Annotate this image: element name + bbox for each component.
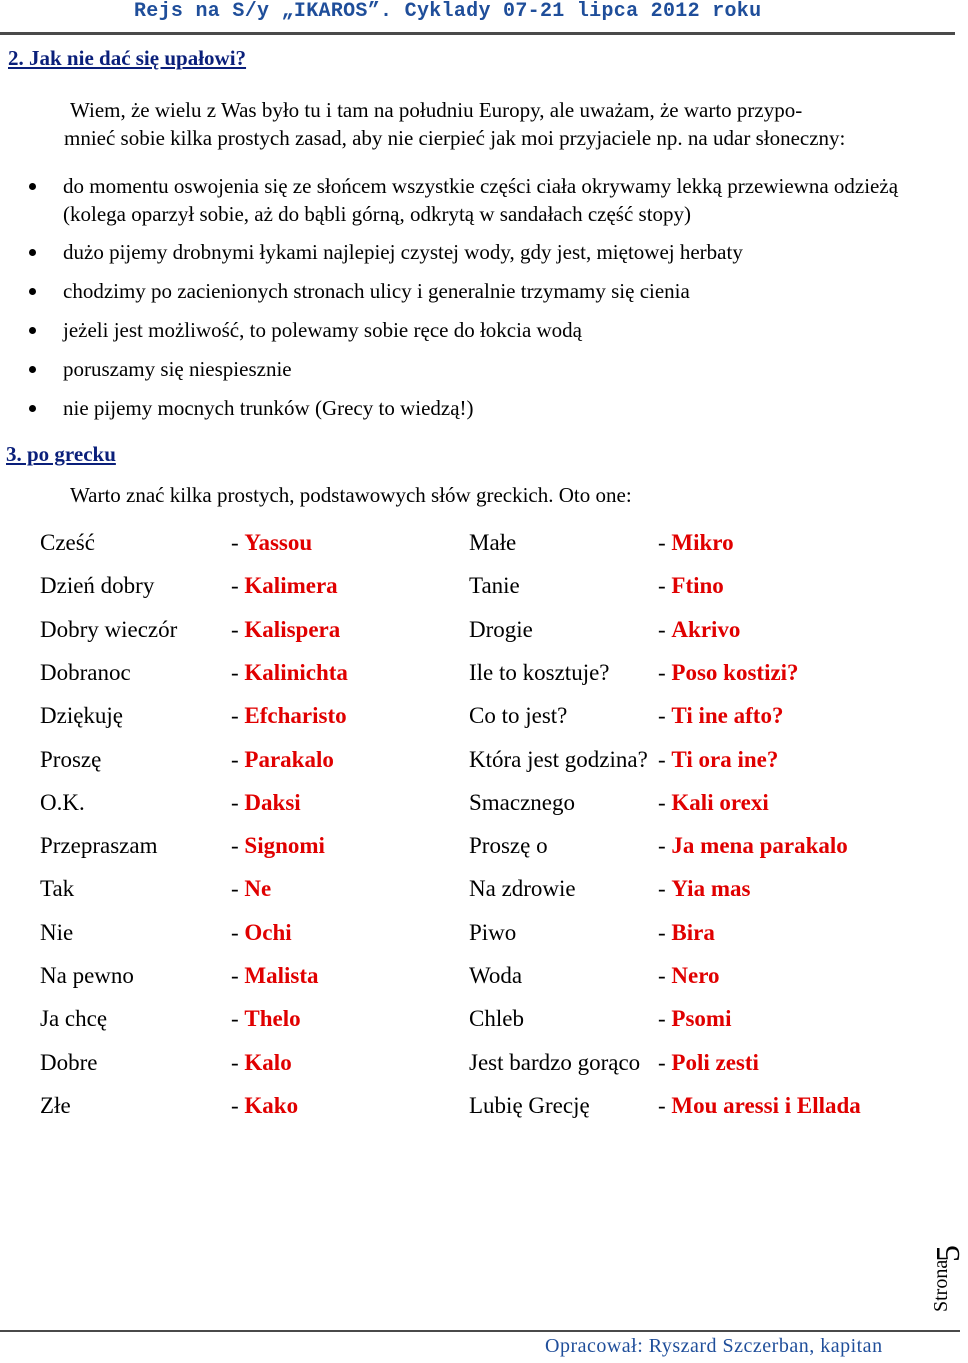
page-number: 5 [930, 1245, 967, 1262]
vocab-row [0, 920, 960, 960]
greek-term: - Ochi [231, 920, 292, 945]
greek-term-word: Kalo [244, 1050, 292, 1075]
vocab-row [0, 573, 960, 613]
greek-term-word: Parakalo [244, 747, 334, 772]
greek-term: - Daksi [231, 790, 301, 815]
section-2-heading: 2. Jak nie dać się upałowi? [8, 46, 247, 70]
bullet-icon [29, 249, 36, 256]
polish-term: Proszę o [469, 833, 548, 858]
section-2-intro-line-1: Wiem, że wielu z Was było tu i tam na południu Europy, ale uważam, że warto przypo- [70, 98, 803, 122]
greek-term-word: Bira [671, 920, 715, 945]
bullet-icon [29, 366, 36, 373]
polish-term: Dobry wieczór [40, 617, 178, 642]
bullet-icon [29, 288, 36, 295]
polish-term: Dzień dobry [40, 573, 155, 598]
section-2-intro-line-2: mnieć sobie kilka prostych zasad, aby nie cierpieć jak moi przyjaciele np. na udar słoneczny: [64, 126, 846, 150]
greek-term: - Parakalo [231, 747, 334, 772]
polish-term: Nie [40, 920, 74, 945]
vocab-row [0, 1093, 960, 1133]
polish-term: Cześć [40, 530, 95, 555]
polish-term: Przepraszam [40, 833, 158, 858]
list-item-text: do momentu oswojenia się ze słońcem wszystkie części ciała okrywamy lekką przewiewna odzieżą (kolega oparzył sobie, aż do bąbli górną, odkrytą w sandałach część stopy) [63, 174, 899, 226]
greek-term: - Kalo [231, 1050, 292, 1075]
greek-term: - Yassou [231, 530, 313, 555]
footer-author: Opracował: Ryszard Szczerban, kapitan [545, 1335, 883, 1357]
polish-term: Proszę [40, 747, 102, 772]
vocab-row [0, 703, 960, 743]
greek-term: - Ti ora ine? [658, 747, 779, 772]
greek-term: - Thelo [231, 1006, 301, 1031]
polish-term: Tak [40, 876, 75, 901]
greek-term: - Signomi [231, 833, 325, 858]
vocab-row [0, 963, 960, 1003]
footer-divider [0, 1330, 960, 1332]
greek-term: - Mikro [658, 530, 734, 555]
header-divider [0, 32, 955, 35]
greek-term-word: Ja mena parakalo [671, 833, 848, 858]
greek-term: - Malista [231, 963, 319, 988]
greek-term: - Ne [231, 876, 272, 901]
polish-term: Piwo [469, 920, 517, 945]
greek-term-word: Ti ora ine? [671, 747, 779, 772]
bullet-icon [29, 327, 36, 334]
greek-term: - Ja mena parakalo [658, 833, 848, 858]
greek-term: - Nero [658, 963, 720, 988]
vocab-row [0, 876, 960, 916]
polish-term: O.K. [40, 790, 85, 815]
polish-term: Jest bardzo gorąco [469, 1050, 641, 1075]
greek-term-word: Signomi [244, 833, 325, 858]
greek-term: - Kalinichta [231, 660, 348, 685]
vocab-row [0, 1006, 960, 1046]
greek-term: - Bira [658, 920, 715, 945]
greek-term-word: Efcharisto [244, 703, 347, 728]
greek-term: - Kalispera [231, 617, 341, 642]
greek-term-word: Poso kostizi? [671, 660, 799, 685]
greek-term-word: Thelo [244, 1006, 301, 1031]
greek-term-word: Kalimera [244, 573, 338, 598]
greek-term-word: Malista [244, 963, 319, 988]
greek-term-word: Mikro [671, 530, 734, 555]
vocab-row [0, 617, 960, 657]
polish-term: Ja chcę [40, 1006, 108, 1031]
vocab-row [0, 747, 960, 787]
page-label: Strona [930, 1259, 952, 1312]
section-3-heading: 3. po grecku [6, 442, 116, 466]
greek-term: - Kako [231, 1093, 299, 1118]
polish-term: Tanie [469, 573, 520, 598]
polish-term: Na pewno [40, 963, 134, 988]
polish-term: Drogie [469, 617, 533, 642]
greek-term: - Poli zesti [658, 1050, 759, 1075]
greek-term-word: Ftino [671, 573, 724, 598]
polish-term: Dobranoc [40, 660, 131, 685]
polish-term: Ile to kosztuje? [469, 660, 610, 685]
vocab-row [0, 833, 960, 873]
polish-term: Smacznego [469, 790, 576, 815]
greek-term: - Kali orexi [658, 790, 769, 815]
list-item-text: nie pijemy mocnych trunków (Grecy to wiedzą!) [63, 396, 474, 420]
list-item-text: dużo pijemy drobnymi łykami najlepiej czystej wody, gdy jest, miętowej herbaty [63, 240, 743, 264]
greek-term-word: Daksi [244, 790, 301, 815]
greek-term: - Yia mas [658, 876, 751, 901]
list-item-text: chodzimy po zacienionych stronach ulicy i generalnie trzymamy się cienia [63, 279, 690, 303]
greek-term: - Poso kostizi? [658, 660, 799, 685]
greek-term-word: Kali orexi [671, 790, 769, 815]
document-header-title: Rejs na S/y „IKAROS”. Cyklady 07-21 lipca 2012 roku [134, 0, 762, 23]
greek-term-word: Psomi [671, 1006, 732, 1031]
polish-term: Dobre [40, 1050, 98, 1075]
bullet-icon [29, 183, 36, 190]
greek-term-word: Poli zesti [671, 1050, 759, 1075]
polish-term: Dziękuję [40, 703, 124, 728]
polish-term: Złe [40, 1093, 71, 1118]
greek-term: - Ftino [658, 573, 724, 598]
greek-term-word: Kako [244, 1093, 299, 1118]
greek-term-word: Kalispera [244, 617, 341, 642]
section-3-intro: Warto znać kilka prostych, podstawowych słów greckich. Oto one: [70, 483, 632, 507]
greek-term-word: Akrivo [671, 617, 741, 642]
vocab-row [0, 1050, 960, 1090]
polish-term: Woda [469, 963, 523, 988]
polish-term: Co to jest? [469, 703, 568, 728]
polish-term: Która jest godzina? [469, 747, 648, 772]
list-item-text: jeżeli jest możliwość, to polewamy sobie ręce do łokcia wodą [63, 318, 583, 342]
greek-term: - Kalimera [231, 573, 338, 598]
greek-term-word: Yia mas [671, 876, 751, 901]
greek-term-word: Yassou [244, 530, 313, 555]
greek-term: - Mou aressi i Ellada [658, 1093, 861, 1118]
vocab-row [0, 790, 960, 830]
polish-term: Na zdrowie [469, 876, 576, 901]
vocab-row [0, 660, 960, 700]
polish-term: Lubię Grecję [469, 1093, 590, 1118]
greek-term-word: Mou aressi i Ellada [671, 1093, 861, 1118]
greek-term: - Akrivo [658, 617, 741, 642]
greek-term-word: Ne [244, 876, 272, 901]
polish-term: Małe [469, 530, 517, 555]
greek-term-word: Ochi [244, 920, 292, 945]
greek-term-word: Ti ine afto? [671, 703, 784, 728]
greek-term: - Ti ine afto? [658, 703, 784, 728]
vocab-row [0, 530, 960, 570]
list-item-text: poruszamy się niespiesznie [63, 357, 292, 381]
greek-term-word: Nero [671, 963, 720, 988]
greek-term: - Efcharisto [231, 703, 347, 728]
bullet-icon [29, 405, 36, 412]
polish-term: Chleb [469, 1006, 524, 1031]
greek-term: - Psomi [658, 1006, 732, 1031]
greek-term-word: Kalinichta [244, 660, 348, 685]
